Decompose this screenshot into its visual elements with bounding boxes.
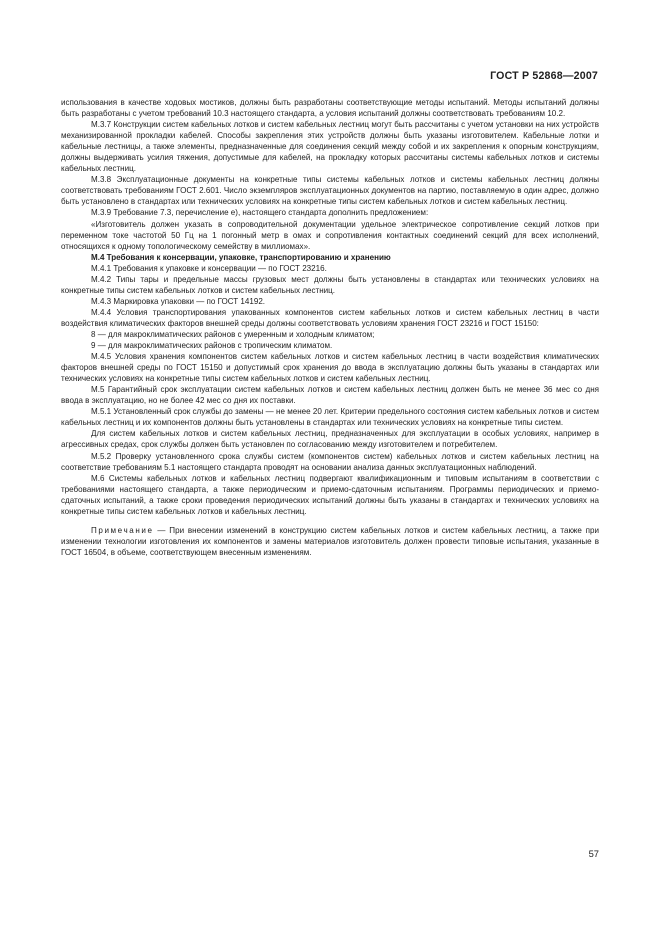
list-item-9: 9 — для макроклиматических районов с тропическим климатом. — [91, 341, 333, 351]
paragraph-m-4-3: М.4.3 Маркировка упаковки — по ГОСТ 14192. — [91, 296, 266, 306]
paragraph-m-4-5: М.4.5 Условия хранения компонентов систем кабельных лотков и систем кабельных лестниц в части воздействия климатических факторов внешней среды по ГОСТ 15150 и допустимый срок хранения до ввода в эксплуатацию должны быть указаны в стандартах или технических условиях на конкретные типы систем кабельных лотков и систем кабельных лестниц. — [61, 352, 599, 384]
paragraph-special-conditions: Для систем кабельных лотков и систем кабельных лестниц, предназначенных для эксплуатации в особых условиях, например в агрессивных средах, срок службы должен быть установлен по согласованию между изготовителем и потребителем. — [61, 429, 599, 450]
paragraph-m-3-8: М.3.8 Эксплуатационные документы на конкретные типы системы кабельных лотков и системы кабельных лестниц должны соответствовать требованиям ГОСТ 2.601. Число экземпляров эксплуатационных документов на партию, поставляемую в один адрес, должно быть установлено в стандартах или технических условиях на конкретные типы систем кабельных лотков и систем кабельных лестниц. — [61, 175, 599, 207]
paragraph-m-3-9: М.3.9 Требование 7.3, перечисление е), настоящего стандарта дополнить предложением: — [91, 208, 429, 218]
note-text: — При внесении изменений в конструкцию систем кабельных лотков и систем кабельных лестниц, а также при изменении технологии изготовления их компонентов и замены материалов изготовитель должен провести типовые испытания, указанные в ГОСТ 16504, в объеме, соответствующем внесенным изменениям. — [61, 525, 599, 557]
list-item-8: 8 — для макроклиматических районов с умеренным и холодным климатом; — [91, 329, 375, 339]
paragraph-continuation: использования в качестве ходовых мостиков, должны быть разработаны соответствующие методы испытаний. Методы испытаний должны быть разработаны с учетом требований 10.3 настоящего стандарта, а условия испытаний должны соответствовать требованиям 10.2. — [61, 98, 599, 119]
paragraph-m-5-1: М.5.1 Установленный срок службы до замены — не менее 20 лет. Критерии предельного состояния систем кабельных лотков и систем кабельных лестниц и их компонентов должны быть установлены в стандартах или технических условиях на конкретные типы систем. — [61, 407, 599, 428]
paragraph-m-4-4: М.4.4 Условия транспортирования упакованных компонентов систем кабельных лотков и систем кабельных лестниц в части воздействия климатических факторов внешней среды должны соответствовать условиям хранения ГОСТ 23216 и ГОСТ 15150: — [61, 307, 599, 328]
section-heading-m-4: М.4 Требования к консервации, упаковке, транспортированию и хранению — [91, 252, 391, 262]
paragraph-m-6: М.6 Системы кабельных лотков и кабельных лестниц подвергают квалификационным и типовым испытаниям в соответствии с требованиями настоящего стандарта, а также периодическим и приемо-сдаточным испытаниям. Программы периодических и приемо-сдаточных испытаний, а также сроки проведения периодических испытаний должны быть указаны в стандартах и технических условиях на конкретные типы систем кабельных лотков и кабельных лестниц. — [61, 473, 599, 516]
paragraph-m-3-7: М.3.7 Конструкции систем кабельных лотков и систем кабельных лестниц могут быть рассчитаны с учетом установки на них устройств механизированной прокладки кабелей. Способы закрепления этих устройств должны быть указаны изготовителем. Кабельные лотки и кабельные лестницы, а также элементы, предназначенные для соединения секций между собой и их закрепления к опорным конструкциям, должны выдерживать усилия тяжения, допустимые для кабелей, на прокладку которых рассчитаны системы кабельных лотков и системы кабельных лестниц. — [61, 120, 599, 174]
paragraph-m-5: М.5 Гарантийный срок эксплуатации систем кабельных лотков и систем кабельных лестниц должен быть не менее 36 мес со дня ввода в эксплуатацию, но не более 42 мес со дня их поставки. — [61, 385, 599, 406]
document-body — [61, 97, 599, 558]
note-paragraph — [61, 525, 599, 558]
paragraph-quote: «Изготовитель должен указать в сопроводительной документации удельное электрическое сопротивление секций лотков при переменном токе частотой 50 Гц на 1 погонный метр в омах и сопротивления контактных соединений секций для всех исполнений, относящихся к одному топологическому семейству в миллиомах». — [61, 219, 599, 251]
document-header: ГОСТ Р 52868—2007 — [490, 70, 598, 82]
paragraph-m-5-2: М.5.2 Проверку установленного срока службы систем (компонентов систем) кабельных лотков и систем кабельных лестниц на соответствие требованиям 5.1 настоящего стандарта проводят на основании анализа данных эксплуатационных наблюдений. — [61, 451, 599, 472]
paragraph-m-4-2: М.4.2 Типы тары и предельные массы грузовых мест должны быть установлены в стандартах или технических условиях на конкретные типы систем кабельных лотков и систем кабельных лестниц. — [61, 274, 599, 295]
paragraph-m-4-1: М.4.1 Требования к упаковке и консервации — по ГОСТ 23216. — [91, 263, 327, 273]
page-number: 57 — [588, 848, 599, 859]
note-label: Примечание — [91, 525, 154, 535]
